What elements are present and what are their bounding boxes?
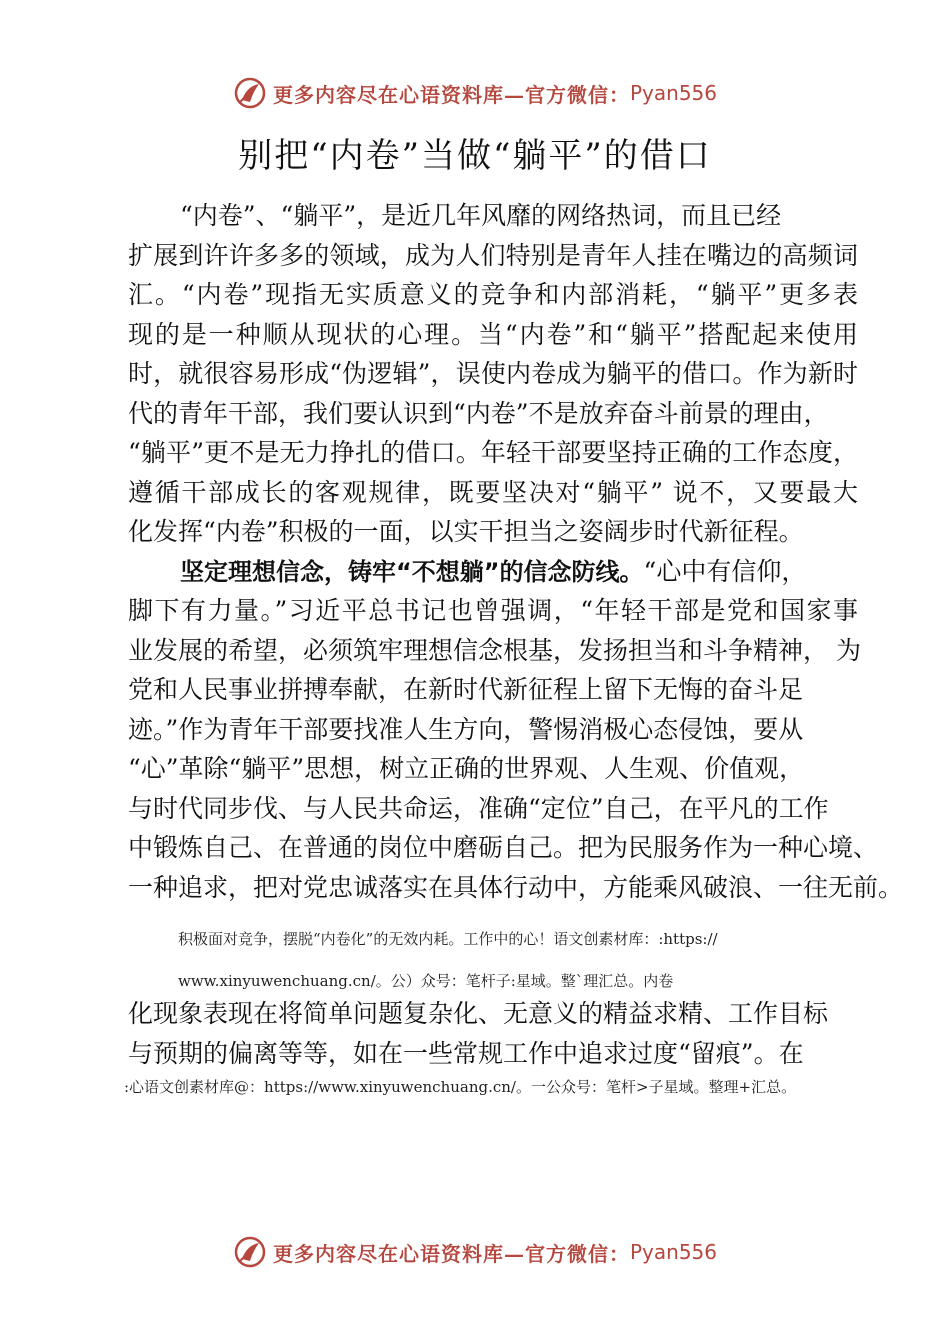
- para2-line: 一种追求，把对党忠诚落实在具体行动中，方能乘风破浪、一往无前。: [128, 872, 904, 902]
- banner-wechat-id: Pyan556: [629, 1240, 717, 1264]
- para2-first-line: [128, 552, 858, 592]
- para2-line: 中锻炼自己、在普通的岗位中磨砺自己。把为民服务作为一种心境、: [128, 833, 879, 862]
- para1-line: 扩展到许许多多的领域，成为人们特别是青年人挂在嘴边的高频词: [128, 240, 858, 270]
- para1-line: 化发挥“内卷”积极的一面，以实干担当之姿阔步时代新征程。: [128, 517, 804, 546]
- para2-line: 与时代同步伐、与人民共命运，准确“定位”自己，在平凡的工作: [128, 793, 829, 823]
- banner-text: 更多内容尽在心语资料库—官方微信：: [272, 82, 630, 107]
- para3-line: 化现象表现在将简单问题复杂化、无意义的精益求精、工作目标: [128, 999, 829, 1028]
- watermark-line: 积极面对竞争，摆脱“内卷化”的无效内耗。工作中的心！语文创素材库：:https://: [178, 930, 718, 948]
- para1-line: “躺平”更不是无力挣扎的借口。年轻干部要坚持正确的工作态度，: [128, 438, 858, 467]
- para2-line: 业发展的希望，必须筑牢理想信念根基，发扬担当和斗争精神， 为: [128, 635, 861, 665]
- watermark-line: www.xinyuwenchuang.cn/。公）众号：笔杆子:星域。整`理汇总。内卷: [178, 972, 674, 990]
- para1-line: 遵循干部成长的客观规律，既要坚决对“躺平” 说不，又要最大: [128, 477, 858, 507]
- para2-line: 脚下有力量。”习近平总书记也曾强调，“年轻干部是党和国家事: [128, 596, 858, 625]
- page-title: 别把“内卷”当做“躺平”的借口: [238, 136, 712, 176]
- para1-line: 汇。“内卷”现指无实质意义的竞争和内部消耗，“躺平”更多表: [128, 280, 858, 309]
- article-body: [128, 196, 904, 907]
- watermark-line: :心语文创素材库@：https://www.xinyuwenchuang.cn/。一公众号：笔杆>子星域。整理+汇总。: [124, 1078, 797, 1096]
- para2-line: “心”革除“躺平”思想，树立正确的世界观、人生观、价值观，: [128, 754, 805, 783]
- para2-heading: 坚定理想信念，铸牢“不想躺”的信念防线。: [180, 557, 644, 586]
- brand-logo-icon: [233, 76, 267, 110]
- para1-line: 现的是一种顺从现状的心理。当“内卷”和“躺平”搭配起来使用: [128, 319, 858, 349]
- para2-line: 迹。”作为青年干部要找准人生方向，警惕消极心态侵蚀，要从: [128, 714, 804, 744]
- banner-wechat-id: Pyan556: [629, 81, 717, 105]
- para2-first-rest: “心中有信仰，: [643, 556, 807, 586]
- para3: [128, 994, 858, 1073]
- banner-text: 更多内容尽在心语资料库—官方微信：: [272, 1241, 630, 1266]
- para1-line: 时，就很容易形成“伪逻辑”，误使内卷成为躺平的借口。作为新时: [128, 359, 858, 388]
- header-banner: [0, 73, 950, 113]
- para3-line: 与预期的偏离等等，如在一些常规工作中追求过度“留痕”。在: [128, 1038, 804, 1068]
- brand-logo-icon: [233, 1235, 267, 1269]
- para1-line: “内卷”、“躺平”，是近几年风靡的网络热词，而且已经: [180, 201, 782, 230]
- para2-line: 党和人民事业拼搏奉献，在新时代新征程上留下无悔的奋斗足: [128, 675, 804, 704]
- footer-banner: [0, 1232, 950, 1272]
- para1-line: 代的青年干部，我们要认识到“内卷”不是放弃奋斗前景的理由，: [128, 398, 829, 428]
